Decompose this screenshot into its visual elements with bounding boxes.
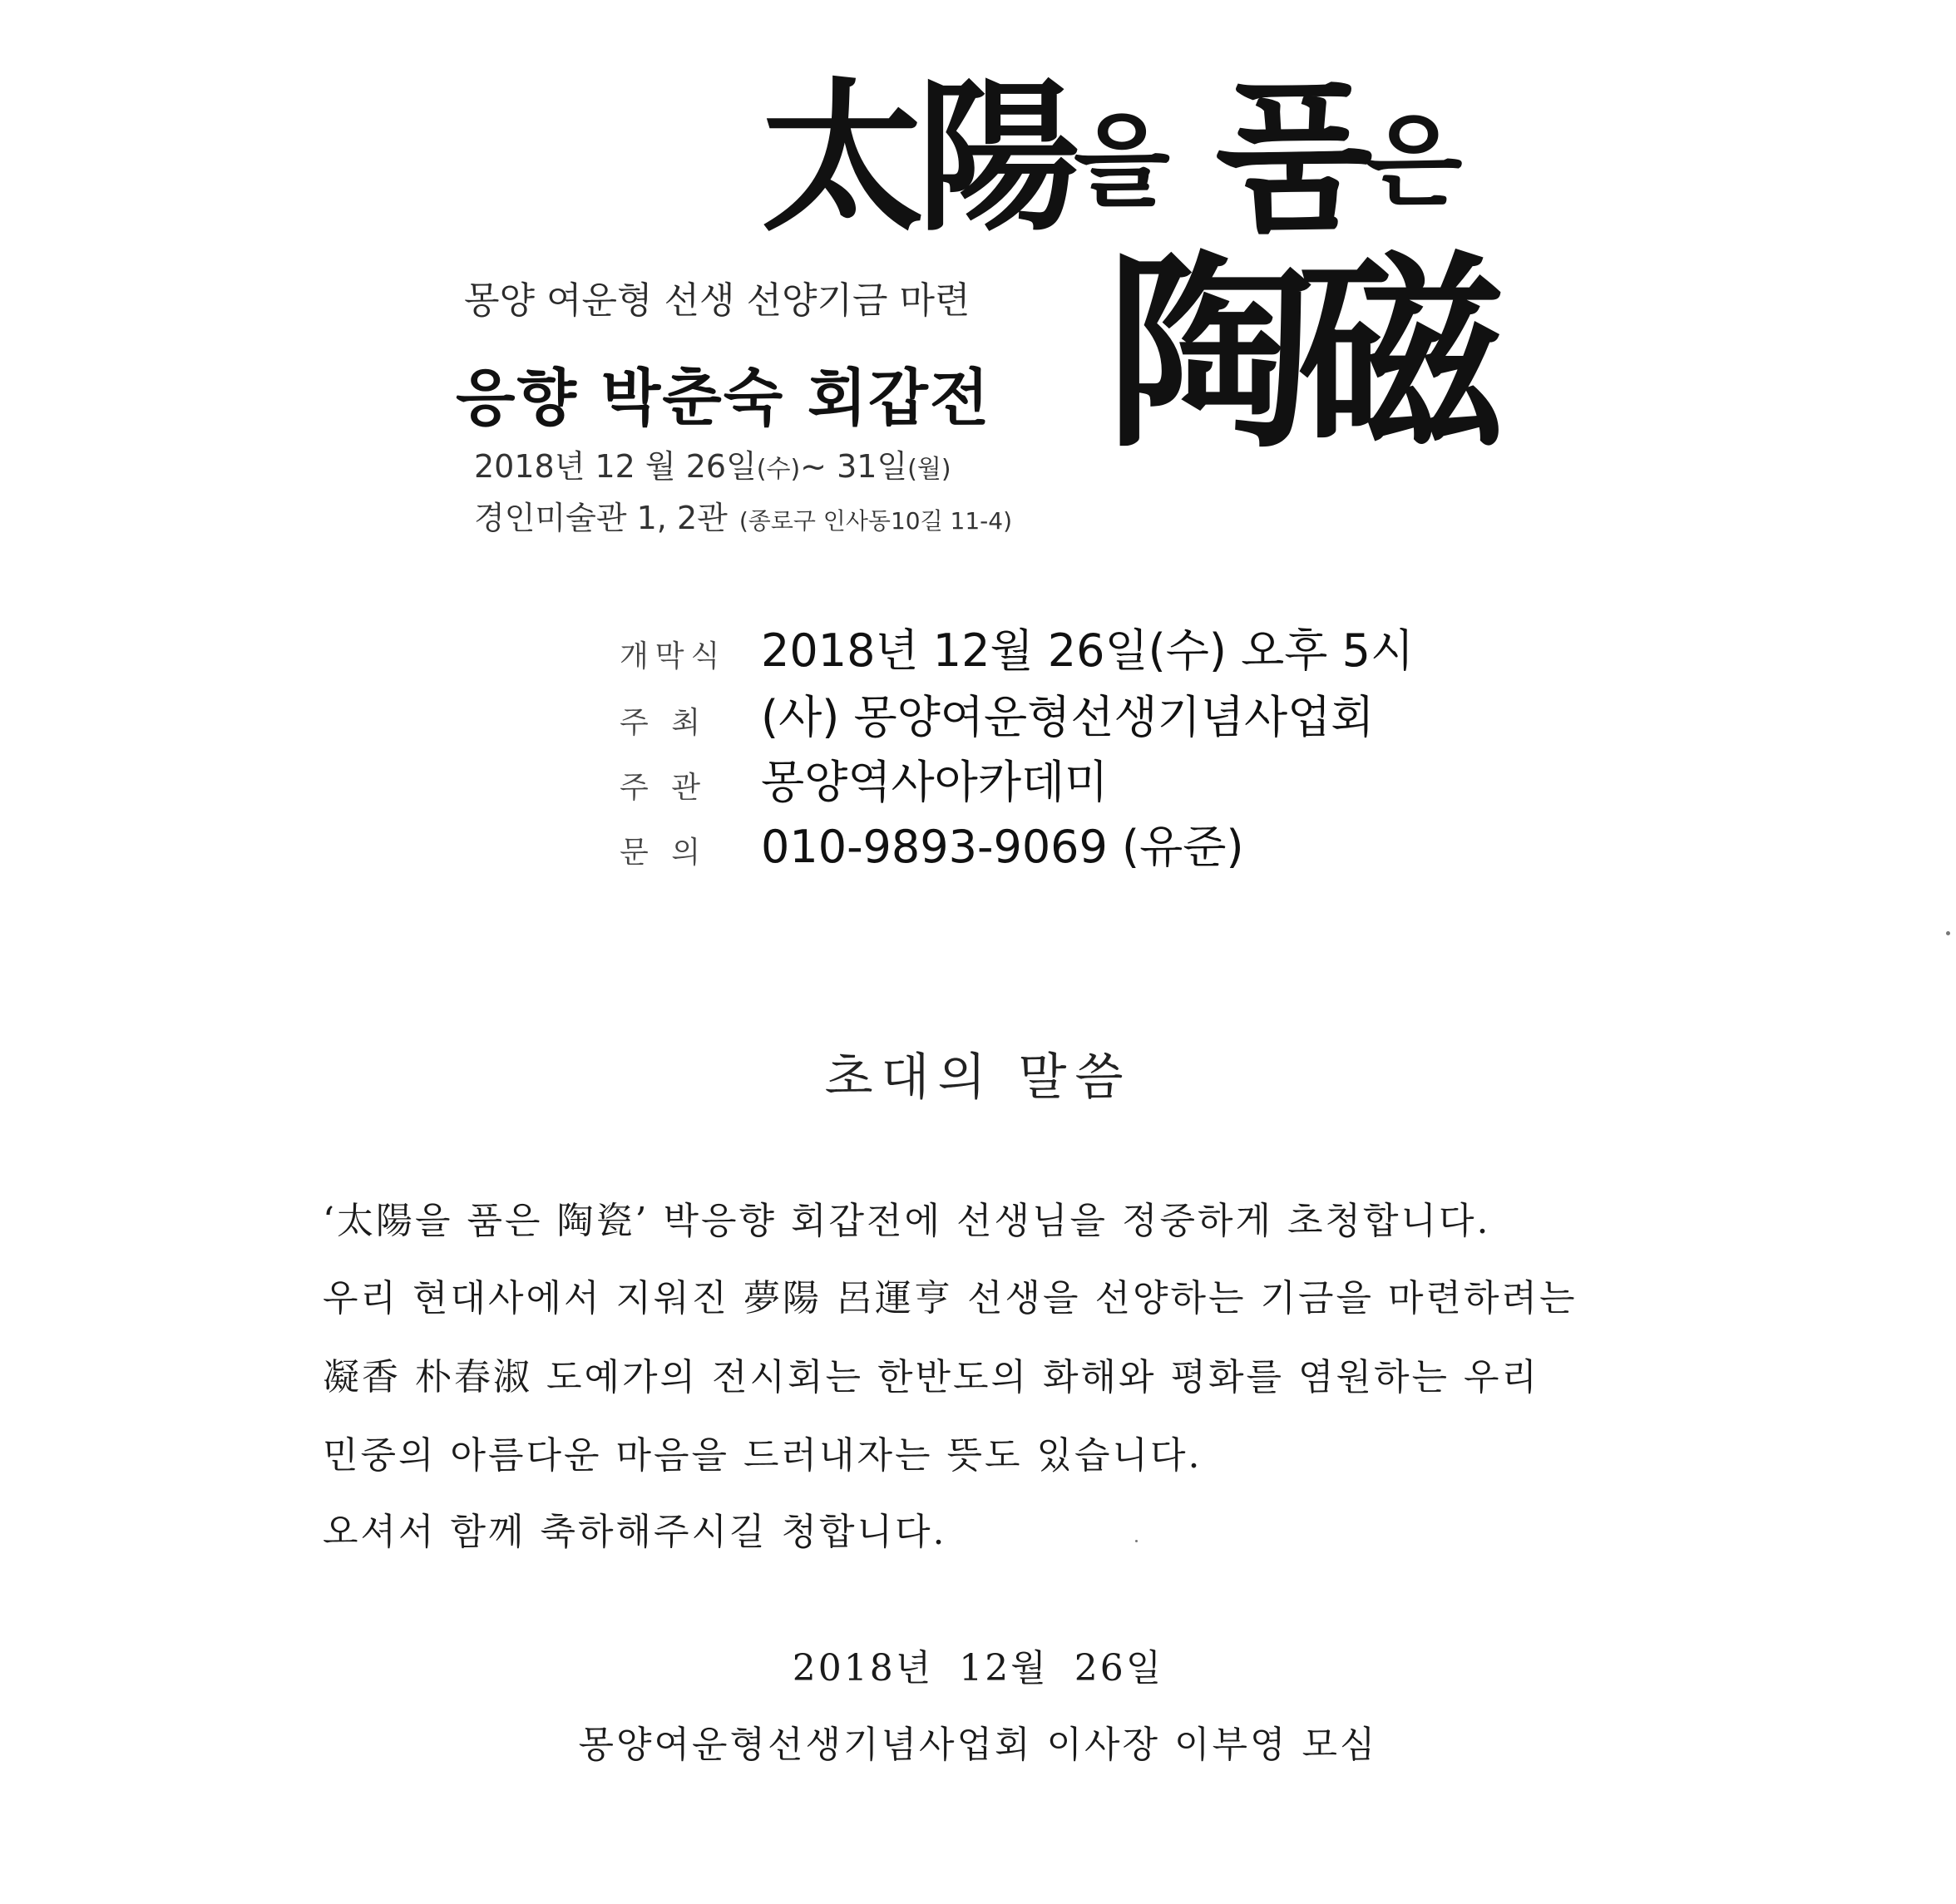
scan-speck bbox=[1946, 931, 1950, 935]
exhibition-subtitle: 몽양 여운형 선생 선양기금 마련 bbox=[464, 279, 971, 322]
title-particle-eul: 을 bbox=[1074, 103, 1165, 220]
scan-speck bbox=[1135, 1540, 1138, 1542]
host-label: 주 최 bbox=[620, 706, 707, 740]
opening-value: 2018년 12월 26일(수) 오후 5시 bbox=[761, 624, 1415, 677]
title-taeyang: 太陽 bbox=[761, 62, 1074, 254]
invitation-line: 凝香 朴春淑 도예가의 전시회는 한반도의 화해와 평화를 염원하는 우리 bbox=[323, 1356, 1539, 1398]
contact-label: 문 의 bbox=[620, 836, 707, 870]
info-row-contact bbox=[620, 811, 1244, 876]
organizer-value: 몽양역사아카데미 bbox=[761, 756, 1109, 808]
invitation-line: ‘太陽을 품은 陶瓷’ 박응향 회갑전에 선생님을 정중하게 초청합니다. bbox=[323, 1200, 1491, 1242]
info-row-host bbox=[620, 682, 1374, 746]
title-particle-eun: 은 bbox=[1366, 103, 1458, 220]
period-end-day: (월) bbox=[907, 455, 951, 484]
contact-value: 010-9893-9069 (유준) bbox=[761, 821, 1244, 873]
invitation-date: 2018년 12월 26일 bbox=[792, 1647, 1164, 1689]
period-end: ~ 31일 bbox=[800, 448, 908, 485]
invitation-line: 민중의 아름다운 마음을 드러내자는 뜻도 있습니다. bbox=[323, 1434, 1203, 1477]
calligraphy-title-line2: 陶磁 bbox=[1106, 231, 1489, 476]
venue-address: (종로구 인사동10길 11-4) bbox=[738, 507, 1013, 535]
organizer-label: 주 관 bbox=[620, 771, 707, 805]
exhibition-title: 응향 박춘숙 회갑전 bbox=[456, 363, 991, 434]
info-row-organizer bbox=[620, 747, 1108, 811]
opening-label: 개막식 bbox=[620, 639, 727, 673]
invitation-signature: 몽양여운형선생기념사업회 이사장 이부영 모심 bbox=[578, 1724, 1378, 1766]
calligraphy-title-line1 bbox=[761, 62, 1458, 254]
invitation-heading: 초대의 말씀 bbox=[824, 1048, 1132, 1107]
invitation-line: 우리 현대사에서 지워진 夢陽 呂運亨 선생을 선양하는 기금을 마련하려는 bbox=[323, 1277, 1578, 1319]
host-value: (사) 몽양여운형선생기념사업회 bbox=[761, 691, 1375, 743]
exhibition-venue bbox=[474, 492, 1012, 538]
venue-name: 경인미술관 1, 2관 bbox=[474, 500, 728, 536]
title-pum: 품 bbox=[1215, 62, 1366, 254]
exhibition-period bbox=[474, 441, 951, 486]
period-start-day: (수) bbox=[756, 455, 801, 484]
period-start: 2018년 12 월 26일 bbox=[474, 448, 757, 485]
info-row-opening bbox=[620, 615, 1414, 679]
invitation-line: 오셔서 함께 축하해주시길 청합니다. bbox=[323, 1511, 947, 1553]
